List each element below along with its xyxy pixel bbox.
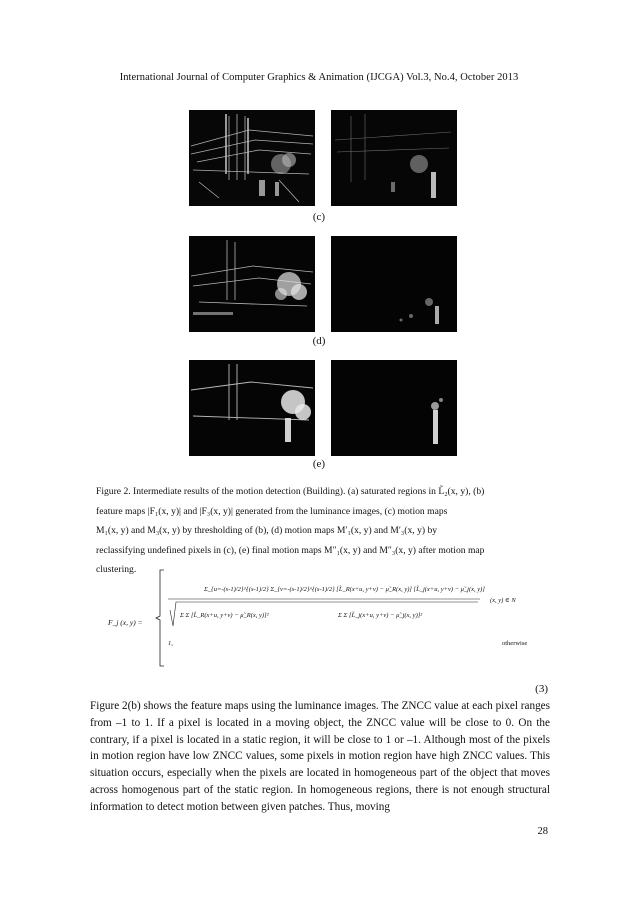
caption-line: clustering.	[96, 564, 137, 575]
equation-number: (3)	[535, 683, 548, 695]
figure-e-right-image	[331, 360, 457, 456]
figure-caption	[96, 482, 548, 580]
running-header: International Journal of Computer Graphics & Animation (IJCGA) Vol.3, No.4, October 2013	[119, 72, 519, 83]
caption-line: reclassifying undefined pixels in (c), (e) final motion maps M″₁(x, y) and M″₃(x, y) after motion map	[96, 544, 485, 556]
figure-d-right-image	[331, 236, 457, 332]
equation-case2-condition: otherwise	[502, 640, 528, 647]
figure-c-left-image	[189, 110, 315, 206]
figure-c-right-image	[331, 110, 457, 206]
equation-lhs: F_j (x, y) =	[108, 618, 143, 627]
equation-condition: (x, y) ∈ N	[490, 597, 516, 604]
page-number: 28	[537, 826, 548, 837]
body-paragraph: Figure 2(b) shows the feature maps using the luminance images. The ZNCC value at each pixel ranges from –1 to 1. If a pixel is located in a moving object, the ZNCC value will be close to 0. On the contrary, if a pixel is located in a static region, it will be close to 1 or –1. Although most of the pixels in motion region have low ZNCC values, some pixels in motion region have high ZNCC values. This situation occurs, especially when the pixels are located in homogeneous part of the object that moves across homogenous part of the static region. In homogeneous regions, there is not enough structural information to detect motion between given patches. Thus, moving	[90, 700, 550, 813]
equation-denominator-right: Σ Σ [L̃_j(x+u, y+v) − μ̃_j(x, y)]²	[338, 612, 423, 619]
equation-denominator-left: Σ Σ [L̃_R(x+u, y+v) − μ̃_R(x, y)]²	[180, 612, 269, 619]
figure-e-left-image	[189, 360, 315, 456]
figure-e-label: (e)	[312, 458, 326, 470]
equation-numerator: Σ_{u=-(s-1)/2}^{(s-1)/2} Σ_{v=-(s-1)/2}^{(s-1)/2} [L̃_R(x+u, y+v) − μ̃_R(x, y)] [L̃_j(x+u, y+v) − μ̃_j(x, y)]	[204, 586, 485, 593]
caption-line: Figure 2. Intermediate results of the motion detection (Building). (a) saturated regions in L̃₂(x, y), (b)	[96, 486, 485, 497]
equation-case2-value: 1,	[168, 640, 173, 647]
figure-d-label: (d)	[312, 335, 326, 347]
figure-d-left-image	[189, 236, 315, 332]
figure-c-label: (c)	[312, 211, 326, 223]
caption-line: M₁(x, y) and M₃(x, y) by thresholding of (b), (d) motion maps M′₁(x, y) and M′₃(x, y) by	[96, 525, 438, 536]
caption-line: feature maps |F₁(x, y)| and |F₃(x, y)| generated from the luminance images, (c) motion maps	[96, 505, 448, 517]
